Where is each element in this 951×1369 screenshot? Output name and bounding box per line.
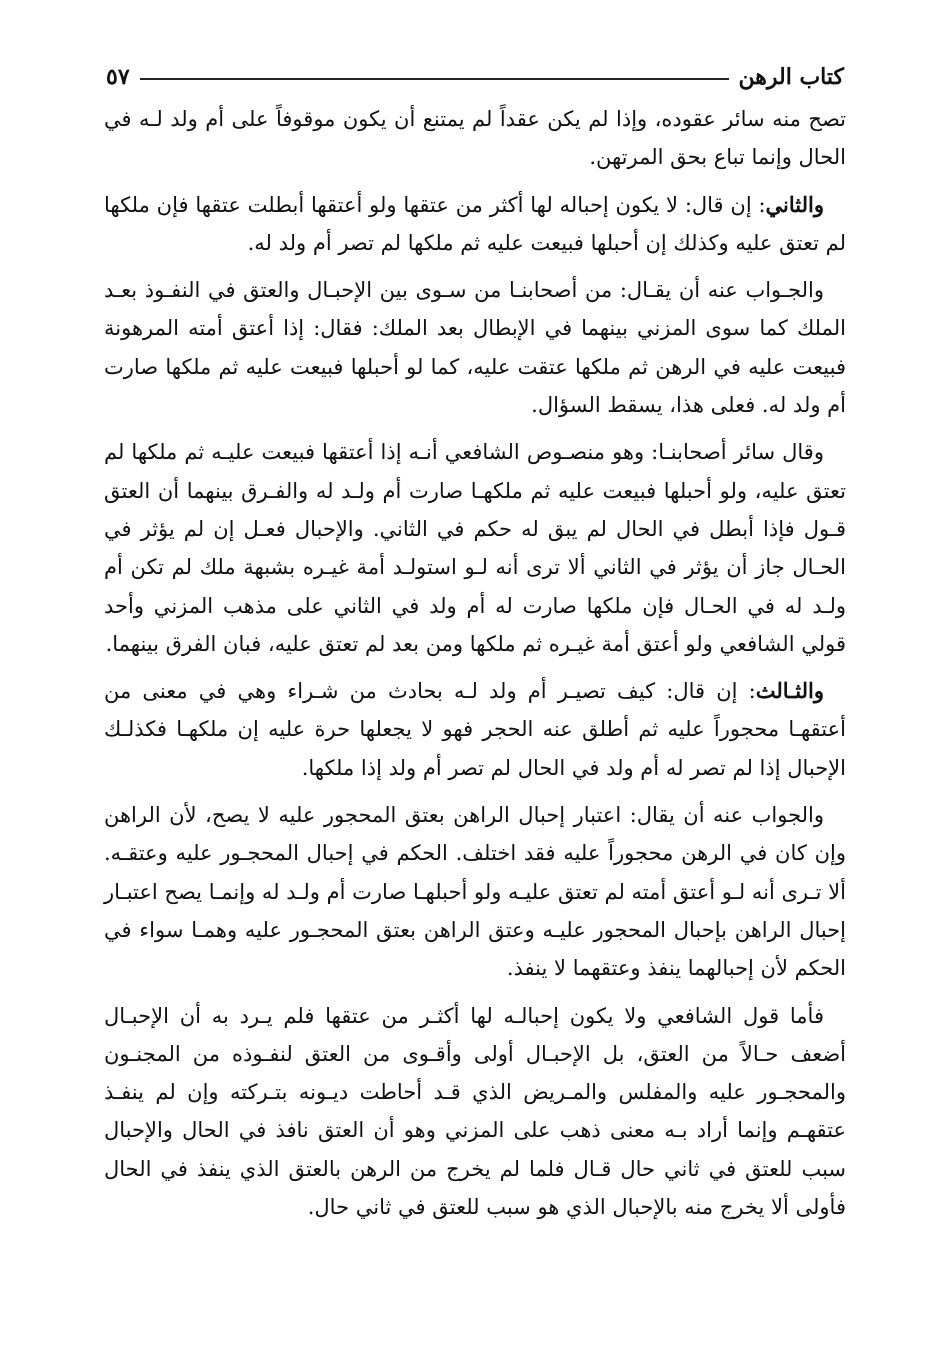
paragraph-2 — [104, 186, 846, 263]
paragraph-4 — [104, 433, 846, 663]
paragraph-5-text: : إن قال: كيف تصيـر أم ولد لـه بحادث من شـراء وهي في معنى من أعتقهـا محجوراً عليه ثم أطلق عنه الحجر فهو لا يجعلها حرة عليه إن ملكهـا فكذلـك الإحبال إذا لم تصر له أم ولد في الحال لم تصر أم ولد إذا ملكها. — [104, 679, 846, 780]
paragraph-2-text: : إن قال: لا يكون إحباله لها أكثر من عتقها ولو أعتقها أبطلت عتقها فإن ملكها لم تعتق عليه وكذلك إن أحبلها فبيعت عليه ثم ملكها لم تصر أم ولد له. — [104, 192, 846, 255]
paragraph-6 — [104, 796, 846, 987]
paragraph-6-text: والجواب عنه أن يقال: اعتبار إحبال الراهن بعتق المحجور عليه لا يصح، لأن الراهن وإن كان في الرهن محجوراً عليه فقد اختلف. الحكم في إحبال المحجـور عليه وعتقـه. ألا تـرى أنه لـو أعتق أمته لم تعتق عليـه ولو أحبلهـا صارت أم ولـد له وإنمـا يصح اعتبـار إحبال الراهن بإحبال المحجور عليـه وعتق الراهن بعتق المحجـور عليه وهمـا سواء في الحكم لأن إحبالهما ينفذ وعتقهما لا ينفذ. — [104, 803, 846, 981]
paragraph-1 — [104, 100, 846, 177]
body-text — [104, 100, 846, 1235]
header-rule — [140, 78, 729, 80]
paragraph-5 — [104, 672, 846, 787]
paragraph-3-text: والجـواب عنه أن يقـال: من أصحابنـا من سـوى بين الإحبـال والعتق في النفـوذ بعـد الملك كما سوى المزني بينهما في الإبطال بعد الملك: فقال: إذا أعتق أمته المرهونة فبيعت عليه في الرهن ثم ملكها عتقت عليه، كما لو أحبلها فبيعت عليه ثم ملكها صارت أم ولد له. فعلى هذا، يسقط السؤال. — [104, 278, 846, 418]
paragraph-2-lead: والثاني — [765, 191, 824, 217]
page-number: ٥٧ — [106, 64, 130, 90]
paragraph-1-text: تصح منه سائر عقوده، وإذا لم يكن عقداً لم يمتنع أن يكون موقوفاً على أم ولد لـه في الحال وإنما تباع بحق المرتهن. — [104, 107, 846, 170]
header-title: كتاب الرهن — [738, 64, 844, 90]
paragraph-5-lead: والثـالث — [755, 678, 824, 704]
paragraph-7 — [104, 997, 846, 1227]
running-header — [106, 60, 844, 94]
paragraph-3 — [104, 271, 846, 424]
paragraph-4-text: وقال سائر أصحابنـا: وهو منصـوص الشافعي أنـه إذا أعتقها فبيعت عليـه ثم ملكها لم تعتق عليه، ولو أحبلها فبيعت عليه ثم ملكهـا صارت أم ولـد له والفـرق بينهما أن العتق قـول فإذا أبطل في الحال لم يبق له حكم في الثاني. والإحبال فعـل إن لم يؤثر في الحـال جاز أن يؤثر في الثاني ألا ترى أنه لـو استولـد أمة غيـره بشبهة ملك لم تكن أم ولـد له في الحـال فإن ملكها صارت له أم ولد في الثاني على مذهب المزني وأحد قولي الشافعي ولو أعتق أمة غيـره ثم ملكها ومن بعد لم تعتق عليه، فبان الفرق بينهما. — [104, 440, 846, 656]
paragraph-7-text: فأما قول الشافعي ولا يكون إحبالـه لها أكثـر من عتقها فلم يـرد به أن الإحبـال أضعف حـالاً من العتق، بل الإحبـال أولى وأقـوى من العتق لنفـوذه من المجنـون والمحجـور عليه والمفلس والمـريض الذي قـد أحاطت ديـونه بتـركته وإن لم ينفـذ عتقهـم وإنما أراد بـه معنى ذهب على المزني وهو أن العتق نافذ في الحال والإحبال سبب للعتق في ثاني حال قـال فلما لم يخرج من الرهن بالعتق الذي ينفذ في الحال فأولى ألا يخرج منه بالإحبال الذي هو سبب للعتق في ثاني حال. — [104, 1003, 846, 1220]
